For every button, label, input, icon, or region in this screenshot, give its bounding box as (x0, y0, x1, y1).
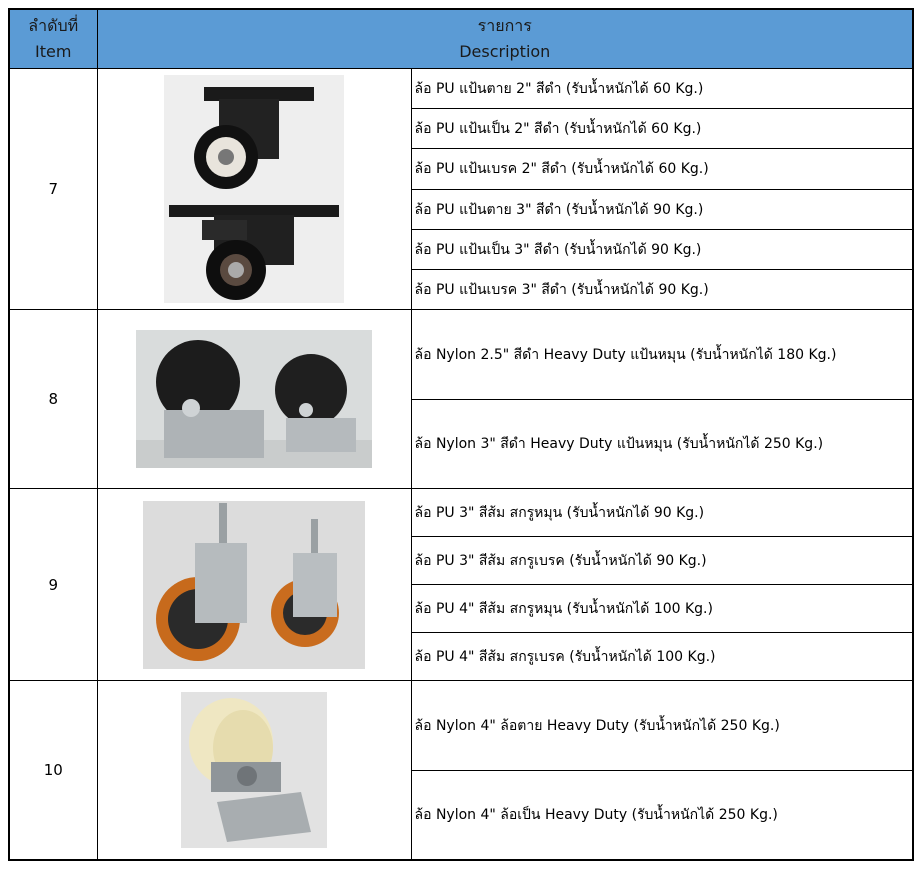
product-image-cell (97, 489, 411, 681)
header-row (9, 9, 913, 69)
product-image-cell (97, 310, 411, 489)
description-cell: ล้อ Nylon 4" ล้อเป็น Heavy Duty (รับน้ำหนักได้ 250 Kg.) (411, 771, 913, 860)
description-cell: ล้อ PU 3" สีส้ม สกรูเบรค (รับน้ำหนักได้ 90 Kg.) (411, 537, 913, 585)
item-header (9, 9, 97, 69)
item-number: 8 (9, 310, 97, 489)
black-pu-caster-photo-icon (164, 75, 344, 303)
product-table (8, 8, 914, 861)
description-cell: ล้อ Nylon 4" ล้อตาย Heavy Duty (รับน้ำหนักได้ 250 Kg.) (411, 681, 913, 771)
orange-pu-screw-caster-photo-icon (143, 501, 365, 669)
table-row (9, 681, 913, 771)
product-image-cell (97, 69, 411, 310)
description-header (97, 9, 913, 69)
table-row (9, 69, 913, 109)
description-cell: ล้อ PU 3" สีส้ม สกรูหมุน (รับน้ำหนักได้ 90 Kg.) (411, 489, 913, 537)
table-row (9, 489, 913, 537)
description-cell: ล้อ PU 4" สีส้ม สกรูเบรค (รับน้ำหนักได้ 100 Kg.) (411, 633, 913, 681)
nylon-heavy-duty-caster-photo-icon (136, 330, 372, 468)
item-header-thai: ลำดับที่ (28, 16, 79, 35)
description-cell: ล้อ PU แป้นเป็น 2" สีดำ (รับน้ำหนักได้ 60 Kg.) (411, 109, 913, 149)
item-number: 10 (9, 681, 97, 860)
description-cell: ล้อ PU แป้นตาย 3" สีดำ (รับน้ำหนักได้ 90 Kg.) (411, 190, 913, 230)
cream-nylon-caster-photo-icon (181, 692, 327, 848)
item-number: 9 (9, 489, 97, 681)
description-cell: ล้อ Nylon 3" สีดำ Heavy Duty แป้นหมุน (รับน้ำหนักได้ 250 Kg.) (411, 400, 913, 489)
description-cell: ล้อ PU 4" สีส้ม สกรูหมุน (รับน้ำหนักได้ 100 Kg.) (411, 585, 913, 633)
item-number: 7 (9, 69, 97, 310)
description-cell: ล้อ Nylon 2.5" สีดำ Heavy Duty แป้นหมุน (รับน้ำหนักได้ 180 Kg.) (411, 310, 913, 400)
description-cell: ล้อ PU แป้นเบรค 2" สีดำ (รับน้ำหนักได้ 60 Kg.) (411, 149, 913, 190)
description-cell: ล้อ PU แป้นเป็น 3" สีดำ (รับน้ำหนักได้ 90 Kg.) (411, 230, 913, 270)
table-row (9, 310, 913, 400)
description-header-english: Description (459, 42, 551, 61)
product-image-cell (97, 681, 411, 860)
description-header-thai: รายการ (477, 16, 532, 35)
description-cell: ล้อ PU แป้นเบรค 3" สีดำ (รับน้ำหนักได้ 90 Kg.) (411, 270, 913, 310)
description-cell: ล้อ PU แป้นตาย 2" สีดำ (รับน้ำหนักได้ 60 Kg.) (411, 69, 913, 109)
item-header-english: Item (35, 42, 72, 61)
